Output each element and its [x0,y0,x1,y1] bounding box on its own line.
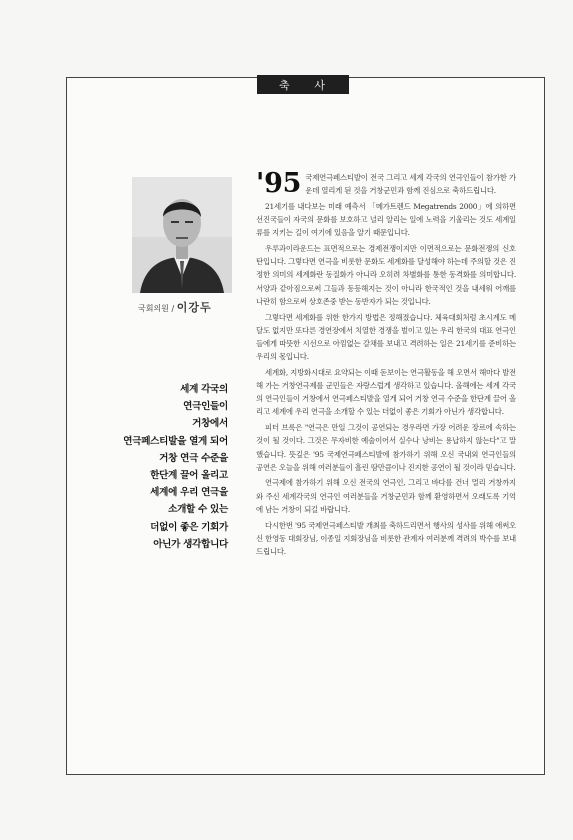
body-paragraph: 그렇다면 세계화를 위한 한가지 방법은 정해졌습니다. 체육대회처럼 초시계도 메달도 없지만 또다른 경연장에서 치열한 경쟁을 벌이고 있는 우리 한국의 대표 연극인들에게 따뜻한 시선으로 아낌없는 갈채를 보내고 격려하는 일은 21세기를 준비하는 우리의 몫입니다. [256,312,516,362]
pull-quote [123,381,228,553]
pull-quote-line: 소개할 수 있는 [168,504,228,516]
portrait-photo [132,177,232,293]
body-paragraph [256,168,516,199]
body-paragraph: 21세기를 내다보는 미래 예측서 「메가트렌드 Megatrends 2000」에 의하면 선진국들이 자국의 문화를 보호하고 널리 알리는 일에 노력을 기울리는 것도 세계일류를 지키는 길이 여기에 있음을 알기 때문입니다. [256,201,516,238]
body-paragraph: 세계화, 지방화시대로 요약되는 이때 돋보이는 연극활동을 해 오면서 해마다 발전해 가는 거창연극제를 군민들은 자랑스럽게 생각하고 있습니다. 올해에는 세계 각국의 연극인들이 거창에서 연극페스티발을 열게 되어 거창 연극 수준을 한단계 끌어 올리고 세계에 우리 연극을 소개할 수 있는 더없이 좋은 기회가 아닌가 생각합니다. [256,367,516,417]
pull-quote-line: 거창에서 [192,418,228,430]
body-paragraph: 연극제에 참가하기 위해 오신 전국의 연극인, 그리고 바다를 건너 멀리 거창까지 와 주신 세계각국의 연극인 여러분들을 거창군민과 함께 환영하면서 오래도록 기억에 남는 거창이 되길 바랍니다. [256,478,516,514]
pull-quote-line: 한단계 끌어 올리고 [150,470,228,482]
pull-quote-line: 거창 연극 수준을 [159,452,228,464]
pull-quote-line: 더없이 좋은 기회가 [150,521,228,533]
banner-char-left: 축 [279,78,292,92]
author-title: 국회의원 / [138,304,177,313]
pull-quote-line: 연극인들이 [183,401,228,413]
author-caption [138,299,212,315]
author-name: 이강두 [176,301,212,314]
drop-cap: '95 [256,168,302,199]
body-paragraph: 다시한번 '95 국제연극페스티발 개최를 축하드리면서 행사의 성사를 위해 애써오신 한영동 대회장님, 이종일 지회장님을 비롯한 관계자 여러분께 격려의 박수를 보내드립니다. [256,520,516,556]
pull-quote-line: 아닌가 생각합니다 [153,538,228,550]
pull-quote-line: 세계 각국의 [180,384,228,395]
body-paragraph: 우루과이라운드는 표면적으로는 경제전쟁이지만 이면적으로는 문화전쟁의 신호탄입니다. 그렇다면 연극을 비롯한 문화도 세계화를 달성해야 하는데 주의할 것은 진정한 의미의 세계화란 동질화가 아니라 오히려 차별화를 통한 동격화를 의미합니다. 서양과 같아짐으로써 그들과 동등해지는 것이 아니라 한국적인 것을 내세워 어깨를 나란히 함으로써 상호존중 받는 동반자가 되는 것입니다. [256,244,516,306]
body-paragraph: 피터 브룩은 "연극은 만일 그것이 공연되는 경우라면 가장 어려운 장르에 속하는 것이 될 것이다. 그것은 무자비한 예술이어서 실수나 낭비는 용납하지 않는다"고 말했습니다. 뜻깊은 '95 국제연극페스티발에 참가하기 위해 오신 국내외 연극인들의 공연은 오늘을 위해 여러분들이 흘린 땀만큼이나 진지한 공연이 될 것이라 믿습니다. [256,423,516,472]
pull-quote-line: 세계에 우리 연극을 [150,487,228,499]
title-banner [257,75,349,94]
banner-char-right: 사 [314,78,327,92]
pull-quote-line: 연극페스티발을 열게 되어 [123,435,228,447]
article-body [256,168,516,561]
body-paragraph-text: 국제연극페스티발이 전국 그리고 세계 각국의 연극인들이 참가한 가운데 열리게 된 것을 거창군민과 함께 진심으로 축하드립니다. [305,173,516,196]
portrait-photo-icon [132,177,232,293]
